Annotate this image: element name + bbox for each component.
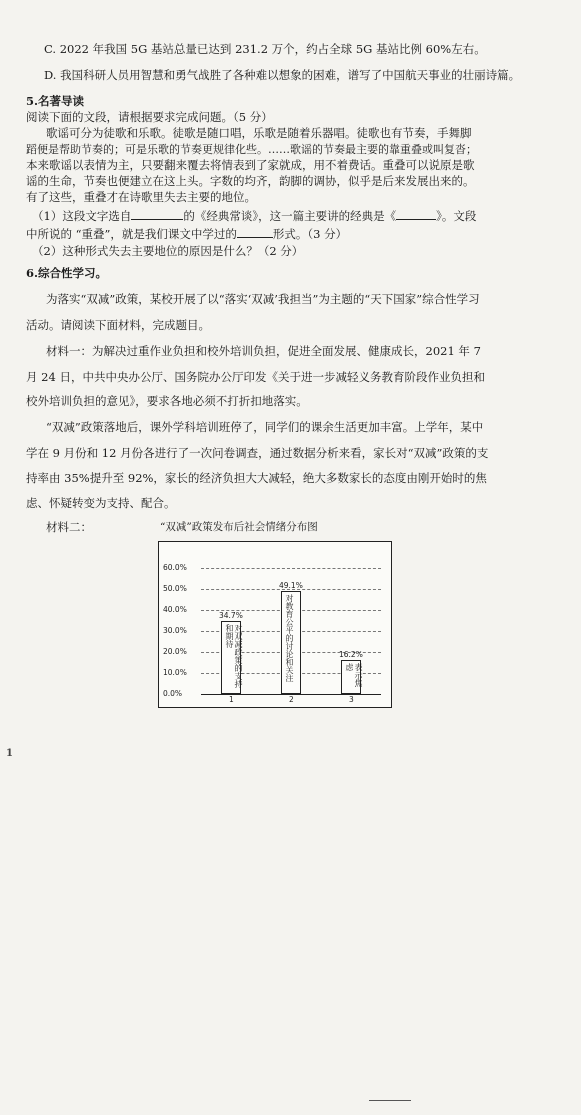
q6-intro-line-2: 活动。请阅读下面材料，完成题目。: [26, 318, 210, 332]
q5-intro: 阅读下面的文段，请根据要求完成问题。（5 分）: [26, 110, 273, 124]
bar-label: 对教育公平的讨论和关注: [285, 593, 294, 682]
q5-sub1-part-c: 》。文段: [436, 209, 477, 223]
bar-value-label: 16.2%: [339, 649, 363, 659]
bar-value-label: 49.1%: [279, 580, 303, 590]
q5-passage-line-4: 谣的生命，节奏也便建立在这上头。字数的均齐，韵脚的调协，似乎是后来发展出来的。: [26, 174, 475, 188]
q5-subquestion-2: （2）这种形式失去主要地位的原因是什么？（2 分）: [32, 244, 304, 258]
q5-subquestion-1: [32, 208, 476, 224]
chart-legend-box: [369, 1100, 411, 1115]
q5-sub1-part-e: 形式。（3 分）: [272, 227, 348, 241]
bar-label: 对双减政策的支持和期待: [225, 624, 243, 689]
q6-intro-line-1: 为落实“双减”政策，某校开展了以“落实‘双减’我担当”为主题的“天下国家”综合性学习: [46, 292, 480, 306]
y-tick-label: 0.0%: [163, 689, 183, 698]
grid-line: [201, 568, 381, 569]
material-1-line-2: 月 24 日，中共中央办公厅、国务院办公厅印发《关于进一步减轻义务教育阶段作业负担和: [26, 370, 485, 384]
y-tick-label: 60.0%: [163, 563, 187, 572]
chart-title: “双减”政策发布后社会情绪分布图: [160, 521, 318, 533]
q5-passage-line-5: 有了这些，重叠才在诗歌里失去主要的地位。: [26, 190, 256, 204]
q5-sub1-part-d: 中所说的 “重叠”，就是我们课文中学过的: [26, 227, 237, 241]
material-1-line-1: 材料一：为解决过重作业负担和校外培训负担，促进全面发展、健康成长，2021 年 7: [46, 344, 481, 358]
bar-label: 表示焦虑: [345, 662, 363, 687]
author-blank[interactable]: [131, 208, 183, 220]
option-d: D. 我国科研人员用智慧和勇气战胜了各种难以想象的困难，谱写了中国航天事业的壮丽诗篇。: [44, 68, 521, 82]
bar-value-label: 34.7%: [219, 611, 243, 621]
x-tick-label: 3: [349, 695, 354, 704]
y-tick-label: 50.0%: [163, 584, 187, 593]
q5-passage-line-3: 本来歌谣以表情为主，只要翻来覆去将情表到了家就成，用不着费话。重叠可以说原是歌: [26, 158, 475, 172]
y-tick-label: 20.0%: [163, 647, 187, 656]
classic-blank[interactable]: [396, 208, 436, 220]
option-c: C. 2022 年我国 5G 基站总量已达到 231.2 万个，约占全球 5G 基站比例 60%左右。: [44, 42, 486, 56]
x-tick-label: 1: [229, 695, 234, 704]
q5-sub1-part-b: 的《经典常谈》，这一篇主要讲的经典是《: [183, 209, 397, 223]
q5-subquestion-1-cont: [26, 226, 347, 242]
material-2-label: 材料二：: [46, 520, 92, 534]
form-blank[interactable]: [237, 226, 273, 238]
material-1-line-6: 持率由 35%提升至 92%，家长的经济负担大大减轻，绝大多数家长的态度由刚开始时的焦: [26, 471, 487, 485]
y-tick-label: 40.0%: [163, 605, 187, 614]
q5-passage-line-1: 歌谣可分为徒歌和乐歌。徒歌是随口唱，乐歌是随着乐器唱。徒歌也有节奏，手舞脚: [46, 126, 472, 140]
y-tick-label: 10.0%: [163, 668, 187, 677]
q5-passage-line-2: 蹈便是帮助节奏的；可是乐歌的节奏更规律化些。……歌谣的节奏最主要的靠重叠或叫复沓；: [26, 143, 477, 156]
q5-sub1-part-a: （1）这段文字选自: [32, 209, 132, 223]
emotion-distribution-chart: [158, 541, 392, 708]
y-tick-label: 30.0%: [163, 626, 187, 635]
page-number: 1: [6, 748, 13, 759]
material-1-line-5: 学在 9 月份和 12 月份各进行了一次问卷调查，通过数据分析来看，家长对“双减”政策的支: [26, 446, 489, 460]
material-1-line-3: 校外培训负担的意见》，要求各地必须不打折扣地落实。: [26, 394, 308, 408]
material-1-line-4: “双减”政策落地后，课外学科培训班停了，同学们的课余生活更加丰富。上学年，某中: [46, 420, 484, 434]
material-1-line-7: 虑、怀疑转变为支持、配合。: [26, 496, 176, 510]
q5-title: 5.名著导读: [26, 94, 85, 108]
x-tick-label: 2: [289, 695, 294, 704]
q6-title: 6.综合性学习。: [26, 266, 108, 280]
